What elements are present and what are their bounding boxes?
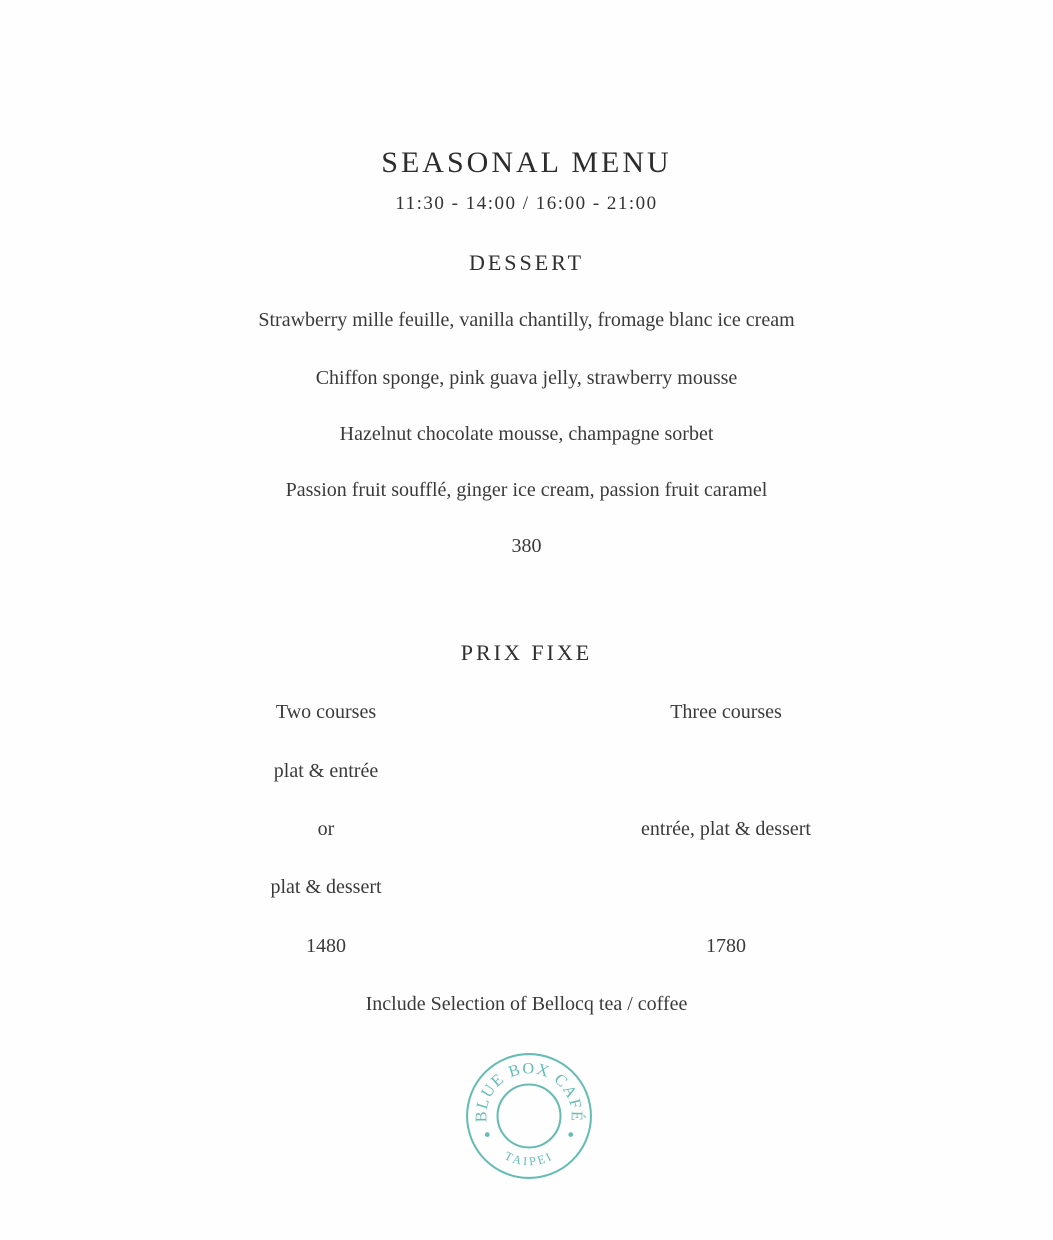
svg-text:TAIPEI xyxy=(502,1149,555,1169)
prix-fixe-two-courses-option2: plat & dessert xyxy=(270,876,382,898)
logo-inner-circle xyxy=(498,1085,561,1148)
dessert-section-heading: DESSERT xyxy=(468,250,585,275)
menu-title: SEASONAL MENU xyxy=(381,146,672,179)
prix-fixe-section-heading: PRIX FIXE xyxy=(460,640,593,665)
logo-arc-top-text: BLUE BOX CAFÉ xyxy=(472,1059,586,1123)
prix-fixe-two-courses-option1: plat & entrée xyxy=(273,760,379,782)
dessert-item: Strawberry mille feuille, vanilla chantilly, fromage blanc ice cream xyxy=(258,309,795,331)
prix-fixe-three-courses-description: entrée, plat & dessert xyxy=(641,818,811,840)
prix-fixe-two-courses-conjunction: or xyxy=(317,818,335,840)
prix-fixe-three-courses-price: 1780 xyxy=(706,935,746,957)
dessert-item: Passion fruit soufflé, ginger ice cream, passion fruit caramel xyxy=(285,479,768,501)
logo-left-dot-icon xyxy=(485,1132,490,1137)
prix-fixe-two-courses-title: Two courses xyxy=(275,701,377,723)
menu-hours: 11:30 - 14:00 / 16:00 - 21:00 xyxy=(395,193,658,214)
prix-fixe-two-courses-price: 1480 xyxy=(306,935,346,957)
logo-arc-bottom-text: TAIPEI xyxy=(502,1148,556,1169)
prix-fixe-note: Include Selection of Bellocq tea / coffee xyxy=(365,993,688,1015)
dessert-item: Hazelnut chocolate mousse, champagne sorbet xyxy=(339,423,714,445)
logo-right-dot-icon xyxy=(568,1132,573,1137)
blue-box-cafe-logo xyxy=(463,1050,595,1182)
prix-fixe-three-courses-title: Three courses xyxy=(670,701,782,723)
dessert-item: Chiffon sponge, pink guava jelly, strawberry mousse xyxy=(315,367,738,389)
dessert-price: 380 xyxy=(511,535,542,557)
